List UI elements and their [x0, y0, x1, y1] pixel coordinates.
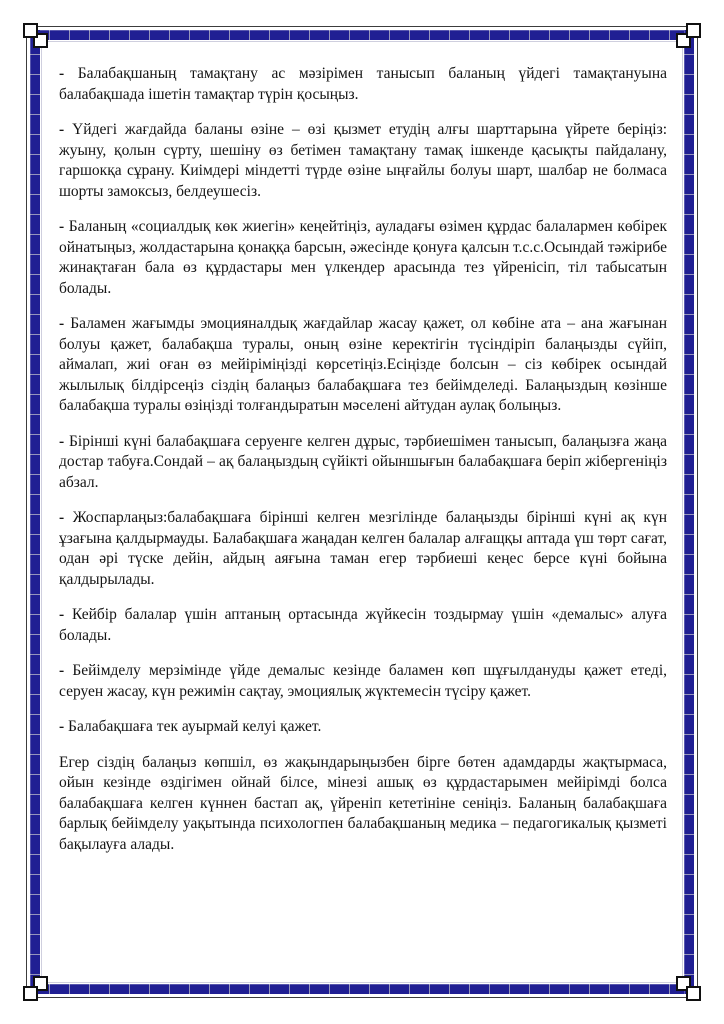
- paragraph: [59, 314, 667, 417]
- paragraph-text: Үйдегі жағдайда баланы өзіне – өзі қызмет етудің алғы шарттарына үйрете беріңіз: жуыну, қолын сүрту, шешіну өз бетімен тамақтану тамақ ішкенде қасықты пайдалану, гаршокқа сұрану. Киімдері міндетті түрде өзіне ыңғайлы болуы шарт, шалбар не болмаса шорты замоксыз, белдеушесіз.: [59, 121, 667, 200]
- paragraph: [59, 432, 667, 494]
- paragraph: [59, 217, 667, 299]
- corner-square-icon: [23, 23, 38, 38]
- paragraph-dash: -: [59, 718, 65, 735]
- corner-square-icon: [23, 986, 38, 1001]
- paragraph-dash: -: [59, 509, 65, 526]
- paragraph-text: Балабақшаға тек ауырмай келуі қажет.: [68, 718, 322, 735]
- paragraph: [59, 508, 667, 590]
- corner-ornament-bottom-right: [676, 976, 701, 1001]
- paragraph-dash: -: [59, 662, 65, 679]
- document-body-text: [59, 64, 667, 974]
- paragraph-text: Балабақшаның тамақтану ас мәзірімен танысып баланың үйдегі тамақтануына балабақшада ішетін тамақтар түрін қосыңыз.: [59, 65, 667, 103]
- paragraph-dash: -: [59, 432, 65, 450]
- corner-ornament-bottom-left: [23, 976, 48, 1001]
- paragraph-dash: -: [59, 121, 65, 138]
- paragraph-dash: -: [59, 315, 65, 332]
- paragraph-text: Егер сіздің балаңыз көпшіл, өз жақындарыңызбен бірге бөтен адамдарды жақтырмаса, ойын кезінде өздігімен ойнай білсе, мінезі ашық өз құрдастарымен мейірімді болса балабақшаға келген күннен бастап ақ, үйреніп кететініне сеніңіз. Баланың балабақшаға барлық бейімделу уақытында психологпен балабақшаның медика – педагогикалық қызметі бақылауға алады.: [59, 753, 667, 853]
- paragraph: [59, 717, 667, 738]
- paragraph-dash: -: [59, 65, 65, 82]
- paragraph: [59, 661, 667, 702]
- paragraph-text: Баланың «социалдық көк жиегін» кеңейтіңіз, ауладағы өзімен құрдас балалармен көбірек ойнатыңыз, жолдастарына қонаққа барсын, әжесінде қонуға қалсын т.с.с.Осындай тәжірибе жинақтаған бала өз құрдастары мен үлкендер арасында тез үйренісіп, тіл табысатын болады.: [59, 218, 668, 297]
- paragraph-text: Баламен жағымды эмоцияналдық жағдайлар жасау қажет, ол көбіне ата – ана жағынан болуы қажет, балабақша туралы, оның өзіне керектігін түсіндіріп балаңызды сүйіп, аймалап, жиі оған өз мейіріміңізді көрсетіңіз.Есіңізде болсын – сіз көбірек осындай жылылық білдірсеңіз сіздің балаңыз балабақшаға тез бейімделеді. Балаңыздың көзінше балабақша туралы өзіңізді толғандыратын мәселені айтудан аулақ болыңыз.: [59, 315, 668, 414]
- page-border-band-bottom: [30, 984, 694, 994]
- paragraph: [59, 64, 667, 105]
- paragraph-text: Жоспарлаңыз:балабақшаға бірінші келген мезгілінде балаңызды бірінші күні ақ күн ұзағына қалдырмауды. Балабақшаға жаңадан келген балалар алғащқы аптада үш төрт сағат, одан әрі түске дейін, айдың аяғына таман егер тәрбиеші кеңес берсе күні бойына қалдырылады.: [59, 509, 667, 588]
- paragraph-dash: -: [59, 218, 65, 235]
- paragraph: [59, 120, 667, 202]
- paragraph-dash: -: [59, 606, 65, 623]
- paragraph: [59, 605, 667, 646]
- corner-square-icon: [686, 23, 701, 38]
- paragraph-text: Кейбір балалар үшін аптаның ортасында жүйкесін тоздырмау үшін «демалыс» алуға болады.: [59, 606, 668, 644]
- page-border-band-right: [684, 30, 694, 994]
- page-border-band-top: [30, 30, 694, 40]
- corner-ornament-top-right: [676, 23, 701, 48]
- paragraph-text: Бірінші күні балабақшаға серуенге келген дұрыс, тәрбиешімен танысып, балаңызға жаңа достар табуға.Сондай – ақ балаңыздың сүйікті ойыншығын балабақшаға беріп жібергеніңіз абзал.: [59, 432, 667, 491]
- paragraph-text: Бейімделу мерзімінде үйде демалыс кезінде баламен көп шұғылдануды қажет етеді, серуен жасау, күн режимін сақтау, эмоциялық жүктемесін түсіру қажет.: [59, 662, 668, 700]
- paragraph: [59, 753, 667, 856]
- corner-square-icon: [686, 986, 701, 1001]
- page-border-band-left: [30, 30, 40, 994]
- corner-ornament-top-left: [23, 23, 48, 48]
